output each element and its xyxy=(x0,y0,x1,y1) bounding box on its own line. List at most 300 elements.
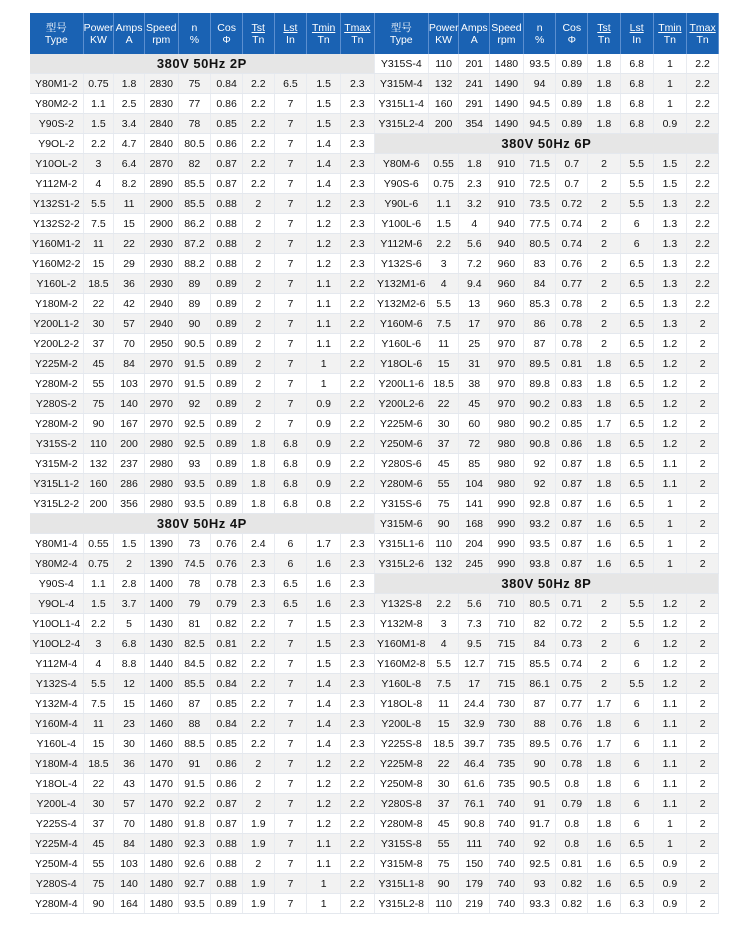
spec-value-cell: 15 xyxy=(83,734,114,754)
spec-value-cell: 2.2 xyxy=(340,274,374,294)
spec-value-cell: 1480 xyxy=(144,814,178,834)
spec-value-cell: 200 xyxy=(114,434,145,454)
spec-value-cell: 2 xyxy=(687,454,719,474)
spec-value-cell: 7 xyxy=(274,154,307,174)
spec-value-cell: 1.2 xyxy=(307,774,341,794)
model-type-cell: Y180M-4 xyxy=(30,754,83,774)
spec-value-cell: 1.5 xyxy=(307,654,341,674)
spec-value-cell: 970 xyxy=(490,354,524,374)
model-type-cell: Y160L-8 xyxy=(374,674,428,694)
spec-value-cell: 1.8 xyxy=(588,794,621,814)
spec-value-cell: 1.2 xyxy=(307,214,341,234)
spec-value-cell: 15 xyxy=(428,354,459,374)
table-row xyxy=(30,414,719,434)
spec-value-cell: 0.89 xyxy=(211,494,243,514)
spec-value-cell: 1.1 xyxy=(653,734,687,754)
spec-value-cell: 2 xyxy=(588,334,621,354)
spec-value-cell: 1.3 xyxy=(653,274,687,294)
spec-value-cell: 6 xyxy=(620,814,653,834)
spec-value-cell: 111 xyxy=(459,834,490,854)
spec-value-cell: 3.4 xyxy=(114,114,145,134)
spec-value-cell: 4 xyxy=(83,174,114,194)
spec-value-cell: 71.5 xyxy=(523,154,556,174)
spec-value-cell: 2 xyxy=(242,254,274,274)
spec-value-cell: 980 xyxy=(490,474,524,494)
spec-value-cell: 940 xyxy=(490,214,524,234)
spec-value-cell: 1460 xyxy=(144,694,178,714)
spec-value-cell: 5.6 xyxy=(459,234,490,254)
table-row xyxy=(30,674,719,694)
spec-value-cell: 1490 xyxy=(490,94,524,114)
spec-value-cell: 0.78 xyxy=(556,314,588,334)
column-header-right-6 xyxy=(588,13,621,54)
spec-value-cell: 6.5 xyxy=(620,494,653,514)
spec-value-cell: 7.5 xyxy=(83,694,114,714)
section-heading-right: 380V 50Hz 6P xyxy=(374,134,718,154)
spec-value-cell: 5.5 xyxy=(83,194,114,214)
model-type-cell: Y160L-2 xyxy=(30,274,83,294)
column-header-left-2 xyxy=(114,13,145,54)
spec-value-cell: 735 xyxy=(490,754,524,774)
spec-value-cell: 2 xyxy=(687,614,719,634)
model-type-cell: Y200L-4 xyxy=(30,794,83,814)
spec-value-cell: 7 xyxy=(274,654,307,674)
spec-value-cell: 75 xyxy=(178,74,211,94)
spec-value-cell: 103 xyxy=(114,854,145,874)
spec-value-cell: 2.2 xyxy=(242,614,274,634)
spec-value-cell: 77.5 xyxy=(523,214,556,234)
column-header-right-7 xyxy=(620,13,653,54)
spec-value-cell: 90 xyxy=(428,874,459,894)
spec-value-cell: 6.4 xyxy=(114,154,145,174)
column-header-line2: Tn xyxy=(351,33,364,46)
spec-value-cell: 89.5 xyxy=(523,354,556,374)
spec-value-cell: 0.78 xyxy=(211,574,243,594)
table-row xyxy=(30,54,719,74)
spec-value-cell: 1.1 xyxy=(307,314,341,334)
spec-value-cell: 39.7 xyxy=(459,734,490,754)
spec-value-cell: 6 xyxy=(274,534,307,554)
column-header-line2: rpm xyxy=(152,33,171,46)
table-row xyxy=(30,894,719,914)
spec-value-cell: 2.3 xyxy=(242,574,274,594)
spec-value-cell: 7 xyxy=(274,354,307,374)
model-type-cell: Y225M-2 xyxy=(30,354,83,374)
spec-value-cell: 7 xyxy=(274,394,307,414)
spec-value-cell: 715 xyxy=(490,654,524,674)
spec-value-cell: 1.8 xyxy=(588,774,621,794)
spec-value-cell: 2.2 xyxy=(687,154,719,174)
spec-value-cell: 22 xyxy=(428,394,459,414)
spec-value-cell: 6 xyxy=(620,694,653,714)
spec-value-cell: 5.5 xyxy=(620,594,653,614)
spec-value-cell: 91.7 xyxy=(523,814,556,834)
spec-value-cell: 1 xyxy=(653,814,687,834)
spec-value-cell: 1.8 xyxy=(588,754,621,774)
model-type-cell: Y250M-6 xyxy=(374,434,428,454)
column-header-line2: In xyxy=(632,33,642,46)
spec-value-cell: 2940 xyxy=(144,314,178,334)
spec-value-cell: 1.9 xyxy=(242,874,274,894)
column-header-left-9 xyxy=(340,13,374,54)
spec-value-cell: 1.3 xyxy=(653,294,687,314)
model-type-cell: Y160L-6 xyxy=(374,334,428,354)
spec-value-cell: 1.1 xyxy=(83,94,114,114)
spec-value-cell: 2 xyxy=(687,774,719,794)
spec-value-cell: 2.2 xyxy=(242,174,274,194)
spec-value-cell: 0.74 xyxy=(556,234,588,254)
spec-value-cell: 6.8 xyxy=(274,434,307,454)
spec-value-cell: 7 xyxy=(274,134,307,154)
spec-value-cell: 3 xyxy=(428,614,459,634)
model-type-cell: Y225M-6 xyxy=(374,414,428,434)
spec-value-cell: 990 xyxy=(490,534,524,554)
spec-value-cell: 110 xyxy=(428,54,459,74)
spec-value-cell: 2.2 xyxy=(687,214,719,234)
spec-value-cell: 132 xyxy=(428,74,459,94)
spec-value-cell: 55 xyxy=(428,474,459,494)
spec-value-cell: 5.5 xyxy=(620,674,653,694)
model-type-cell: Y132M1-6 xyxy=(374,274,428,294)
spec-value-cell: 2 xyxy=(588,154,621,174)
spec-value-cell: 92.6 xyxy=(178,854,211,874)
spec-value-cell: 1.8 xyxy=(588,814,621,834)
table-row xyxy=(30,654,719,674)
spec-value-cell: 0.85 xyxy=(211,694,243,714)
spec-value-cell: 1390 xyxy=(144,554,178,574)
spec-value-cell: 1.5 xyxy=(83,114,114,134)
spec-value-cell: 2 xyxy=(242,194,274,214)
spec-value-cell: 2.2 xyxy=(242,94,274,114)
spec-value-cell: 0.89 xyxy=(211,434,243,454)
spec-value-cell: 6.8 xyxy=(274,474,307,494)
spec-value-cell: 160 xyxy=(428,94,459,114)
spec-value-cell: 0.72 xyxy=(556,194,588,214)
spec-value-cell: 6.3 xyxy=(620,894,653,914)
spec-value-cell: 6 xyxy=(620,714,653,734)
spec-value-cell: 90.8 xyxy=(523,434,556,454)
spec-value-cell: 5.5 xyxy=(620,174,653,194)
spec-value-cell: 2 xyxy=(242,774,274,794)
spec-value-cell: 43 xyxy=(114,774,145,794)
spec-value-cell: 2.3 xyxy=(340,654,374,674)
spec-value-cell: 6.5 xyxy=(620,554,653,574)
spec-value-cell: 2970 xyxy=(144,394,178,414)
column-header-line1: Tmax xyxy=(344,21,371,34)
spec-value-cell: 7 xyxy=(274,874,307,894)
spec-value-cell: 1.1 xyxy=(653,454,687,474)
spec-value-cell: 1.1 xyxy=(83,574,114,594)
spec-value-cell: 2.2 xyxy=(340,894,374,914)
spec-value-cell: 0.89 xyxy=(211,894,243,914)
model-type-cell: Y280M-8 xyxy=(374,814,428,834)
spec-value-cell: 1400 xyxy=(144,574,178,594)
spec-value-cell: 7 xyxy=(274,754,307,774)
spec-value-cell: 970 xyxy=(490,394,524,414)
spec-value-cell: 2900 xyxy=(144,194,178,214)
spec-value-cell: 7 xyxy=(274,214,307,234)
spec-value-cell: 85.5 xyxy=(523,654,556,674)
column-header-line1: Tst xyxy=(251,21,265,34)
spec-value-cell: 93.8 xyxy=(523,554,556,574)
spec-value-cell: 0.7 xyxy=(556,154,588,174)
spec-value-cell: 1.6 xyxy=(588,854,621,874)
spec-value-cell: 93.5 xyxy=(523,534,556,554)
table-row xyxy=(30,534,719,554)
spec-value-cell: 91 xyxy=(178,754,211,774)
spec-value-cell: 82 xyxy=(178,154,211,174)
spec-value-cell: 219 xyxy=(459,894,490,914)
spec-value-cell: 2.3 xyxy=(340,694,374,714)
spec-value-cell: 0.75 xyxy=(428,174,459,194)
spec-value-cell: 1.7 xyxy=(307,534,341,554)
spec-value-cell: 87 xyxy=(523,334,556,354)
spec-value-cell: 2.8 xyxy=(114,574,145,594)
spec-value-cell: 1.4 xyxy=(307,174,341,194)
spec-value-cell: 1.4 xyxy=(307,734,341,754)
spec-value-cell: 0.8 xyxy=(556,834,588,854)
table-row xyxy=(30,94,719,114)
column-header-left-1 xyxy=(83,13,114,54)
spec-value-cell: 2950 xyxy=(144,334,178,354)
header-row xyxy=(30,13,719,54)
table-row xyxy=(30,294,719,314)
spec-value-cell: 93.5 xyxy=(178,494,211,514)
spec-value-cell: 90 xyxy=(428,514,459,534)
spec-value-cell: 0.76 xyxy=(211,534,243,554)
spec-value-cell: 0.87 xyxy=(211,154,243,174)
spec-value-cell: 7 xyxy=(274,414,307,434)
spec-value-cell: 45 xyxy=(459,394,490,414)
column-header-left-4 xyxy=(178,13,211,54)
spec-value-cell: 0.9 xyxy=(307,454,341,474)
spec-value-cell: 2.2 xyxy=(340,794,374,814)
column-header-line1: Amps xyxy=(115,21,143,34)
spec-value-cell: 72 xyxy=(459,434,490,454)
spec-value-cell: 2 xyxy=(687,854,719,874)
model-type-cell: Y280S-8 xyxy=(374,794,428,814)
column-header-line1: n xyxy=(191,21,198,34)
spec-value-cell: 2 xyxy=(687,814,719,834)
table-row xyxy=(30,574,719,594)
table-row xyxy=(30,274,719,294)
spec-value-cell: 0.78 xyxy=(556,334,588,354)
spec-value-cell: 990 xyxy=(490,494,524,514)
spec-value-cell: 93 xyxy=(523,874,556,894)
spec-value-cell: 1.2 xyxy=(307,194,341,214)
spec-value-cell: 6.5 xyxy=(620,474,653,494)
spec-value-cell: 2.3 xyxy=(340,174,374,194)
spec-value-cell: 2.2 xyxy=(687,294,719,314)
column-header-line1: Cos xyxy=(562,21,582,34)
spec-value-cell: 0.89 xyxy=(211,334,243,354)
spec-value-cell: 1.8 xyxy=(588,354,621,374)
spec-value-cell: 2970 xyxy=(144,374,178,394)
spec-value-cell: 93.3 xyxy=(523,894,556,914)
spec-value-cell: 2 xyxy=(687,474,719,494)
spec-value-cell: 70 xyxy=(114,814,145,834)
table-row xyxy=(30,314,719,334)
spec-value-cell: 6.8 xyxy=(114,634,145,654)
column-header-line1: Speed xyxy=(491,21,522,34)
spec-value-cell: 0.8 xyxy=(556,814,588,834)
spec-value-cell: 1.8 xyxy=(588,94,621,114)
spec-value-cell: 37 xyxy=(428,794,459,814)
spec-value-cell: 88.2 xyxy=(178,254,211,274)
spec-value-cell: 2.3 xyxy=(340,154,374,174)
spec-value-cell: 1.2 xyxy=(653,674,687,694)
spec-value-cell: 2.2 xyxy=(340,454,374,474)
spec-value-cell: 1.6 xyxy=(307,554,341,574)
spec-value-cell: 1 xyxy=(653,514,687,534)
spec-value-cell: 6.5 xyxy=(274,574,307,594)
spec-value-cell: 1.2 xyxy=(653,634,687,654)
spec-value-cell: 1480 xyxy=(144,834,178,854)
column-header-line2: Φ xyxy=(222,33,231,46)
spec-value-cell: 0.81 xyxy=(556,354,588,374)
spec-value-cell: 6 xyxy=(620,734,653,754)
spec-value-cell: 2.2 xyxy=(242,634,274,654)
spec-value-cell: 84.5 xyxy=(178,654,211,674)
spec-value-cell: 2830 xyxy=(144,74,178,94)
spec-value-cell: 2.2 xyxy=(242,674,274,694)
spec-value-cell: 1.9 xyxy=(242,834,274,854)
spec-value-cell: 0.86 xyxy=(211,754,243,774)
spec-value-cell: 1.2 xyxy=(653,334,687,354)
spec-value-cell: 12 xyxy=(114,674,145,694)
spec-value-cell: 2 xyxy=(687,674,719,694)
model-type-cell: Y160M1-8 xyxy=(374,634,428,654)
spec-value-cell: 90 xyxy=(178,314,211,334)
spec-value-cell: 18.5 xyxy=(83,754,114,774)
spec-value-cell: 2 xyxy=(687,434,719,454)
spec-value-cell: 30 xyxy=(83,794,114,814)
spec-value-cell: 45 xyxy=(428,454,459,474)
spec-value-cell: 1 xyxy=(653,54,687,74)
spec-value-cell: 57 xyxy=(114,794,145,814)
spec-value-cell: 75 xyxy=(83,874,114,894)
spec-value-cell: 2 xyxy=(687,794,719,814)
spec-value-cell: 2.2 xyxy=(428,594,459,614)
spec-value-cell: 0.83 xyxy=(556,374,588,394)
table-row xyxy=(30,594,719,614)
model-type-cell: Y160L-4 xyxy=(30,734,83,754)
spec-value-cell: 200 xyxy=(428,114,459,134)
spec-value-cell: 8.2 xyxy=(114,174,145,194)
spec-value-cell: 2 xyxy=(588,254,621,274)
spec-value-cell: 7 xyxy=(274,674,307,694)
spec-value-cell: 6 xyxy=(620,214,653,234)
spec-value-cell: 1.1 xyxy=(653,754,687,774)
spec-value-cell: 2.3 xyxy=(242,554,274,574)
spec-value-cell: 201 xyxy=(459,54,490,74)
spec-value-cell: 90.2 xyxy=(523,394,556,414)
model-type-cell: Y160M2-2 xyxy=(30,254,83,274)
spec-value-cell: 356 xyxy=(114,494,145,514)
spec-value-cell: 2.2 xyxy=(242,714,274,734)
spec-value-cell: 0.79 xyxy=(556,794,588,814)
spec-value-cell: 2 xyxy=(687,734,719,754)
spec-value-cell: 2.2 xyxy=(340,874,374,894)
spec-value-cell: 92 xyxy=(523,834,556,854)
model-type-cell: Y90S-4 xyxy=(30,574,83,594)
spec-value-cell: 55 xyxy=(83,374,114,394)
spec-value-cell: 0.7 xyxy=(556,174,588,194)
spec-value-cell: 37 xyxy=(83,814,114,834)
spec-value-cell: 89.8 xyxy=(523,374,556,394)
spec-value-cell: 0.88 xyxy=(211,254,243,274)
spec-value-cell: 92.5 xyxy=(178,414,211,434)
spec-value-cell: 1.3 xyxy=(653,314,687,334)
spec-value-cell: 1.5 xyxy=(307,614,341,634)
spec-value-cell: 2.2 xyxy=(687,54,719,74)
spec-value-cell: 1.1 xyxy=(307,294,341,314)
column-header-line1: Speed xyxy=(146,21,177,34)
spec-value-cell: 1.1 xyxy=(307,834,341,854)
spec-value-cell: 0.87 xyxy=(556,494,588,514)
spec-value-cell: 70 xyxy=(114,334,145,354)
spec-value-cell: 15 xyxy=(428,714,459,734)
column-header-line1: Tmin xyxy=(311,21,336,34)
spec-value-cell: 1460 xyxy=(144,734,178,754)
spec-value-cell: 7.5 xyxy=(428,674,459,694)
table-row xyxy=(30,454,719,474)
spec-value-cell: 0.86 xyxy=(211,774,243,794)
model-type-cell: Y225S-4 xyxy=(30,814,83,834)
spec-value-cell: 740 xyxy=(490,874,524,894)
spec-value-cell: 1 xyxy=(653,74,687,94)
spec-value-cell: 1 xyxy=(653,94,687,114)
column-header-line2: Φ xyxy=(567,33,576,46)
spec-value-cell: 1.8 xyxy=(588,394,621,414)
column-header-line2: Tn xyxy=(317,33,330,46)
spec-value-cell: 0.85 xyxy=(211,734,243,754)
spec-value-cell: 3.7 xyxy=(114,594,145,614)
spec-value-cell: 1400 xyxy=(144,594,178,614)
spec-value-cell: 30 xyxy=(83,314,114,334)
spec-value-cell: 0.76 xyxy=(211,554,243,574)
spec-value-cell: 84 xyxy=(114,834,145,854)
spec-value-cell: 2 xyxy=(588,594,621,614)
spec-value-cell: 3 xyxy=(83,634,114,654)
spec-value-cell: 77 xyxy=(178,94,211,114)
spec-value-cell: 2 xyxy=(242,214,274,234)
spec-value-cell: 0.74 xyxy=(556,214,588,234)
motor-spec-table xyxy=(30,13,719,914)
model-type-cell: Y250M-8 xyxy=(374,774,428,794)
spec-value-cell: 8.8 xyxy=(114,654,145,674)
spec-value-cell: 25 xyxy=(459,334,490,354)
spec-value-cell: 1.1 xyxy=(307,334,341,354)
spec-value-cell: 2.2 xyxy=(340,754,374,774)
column-header-line1: Amps xyxy=(460,21,488,34)
spec-value-cell: 0.87 xyxy=(211,174,243,194)
spec-value-cell: 7.2 xyxy=(459,254,490,274)
spec-value-cell: 11 xyxy=(114,194,145,214)
spec-value-cell: 4 xyxy=(428,634,459,654)
spec-value-cell: 0.82 xyxy=(556,894,588,914)
model-type-cell: Y100L-6 xyxy=(374,214,428,234)
spec-value-cell: 89 xyxy=(178,294,211,314)
spec-value-cell: 0.83 xyxy=(556,394,588,414)
column-header-line2: % xyxy=(534,33,545,46)
spec-value-cell: 89 xyxy=(178,274,211,294)
spec-value-cell: 1.5 xyxy=(653,174,687,194)
table-row xyxy=(30,774,719,794)
spec-value-cell: 0.78 xyxy=(556,754,588,774)
spec-value-cell: 17 xyxy=(459,314,490,334)
table-row xyxy=(30,614,719,634)
